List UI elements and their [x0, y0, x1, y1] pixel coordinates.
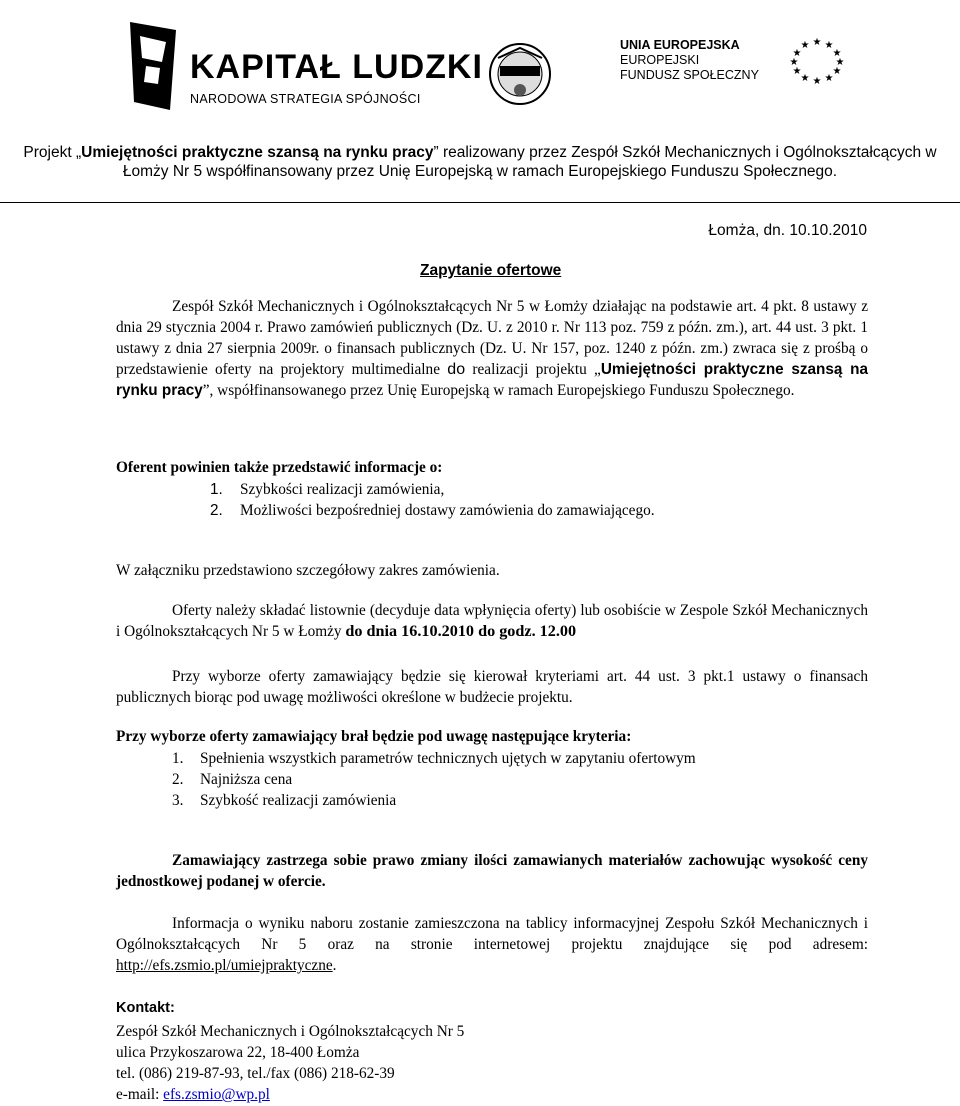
attachment-note: W załączniku przedstawiono szczegółowy zakres zamówienia. — [116, 562, 500, 579]
list-item: 1. Szybkości realizacji zamówienia, — [210, 481, 445, 498]
list-item: 2. Najniższa cena — [172, 771, 293, 788]
eu-logo-line2: EUROPEJSKI — [620, 53, 700, 67]
kapital-ludzki-flag-icon — [130, 22, 176, 110]
svg-text:★: ★ — [800, 73, 810, 84]
oferent-heading: Oferent powinien także przedstawić informacje o: — [116, 459, 443, 476]
intro-project-name: Umiejętności praktyczne szansą na rynku pracy — [116, 361, 868, 399]
document-title: Zapytanie ofertowe — [420, 262, 562, 279]
kapital-ludzki-subtitle: NARODOWA STRATEGIA SPÓJNOŚCI — [190, 92, 421, 106]
svg-text:★: ★ — [800, 40, 810, 51]
list-item: 3. Szybkość realizacji zamówienia — [172, 792, 397, 809]
svg-text:★: ★ — [832, 48, 842, 59]
svg-text:★: ★ — [812, 37, 822, 48]
info-paragraph: Informacja o wyniku naboru zostanie zamieszczona na tablicy informacyjnej Zespołu Szkół Mechanicznych i Ogólnokształcących Nr 5 oraz na stronie internetowej projektu znajdujące się pod adresem: http://efs.zsmio.pl/umiejpraktyczne. — [116, 915, 868, 974]
project-header-line: Projekt „Umiejętności praktyczne szansą na rynku pracy” realizowany przez Zespół Szkół Mechanicznych i Ogólnokształcących w Łomży Nr 5 współfinansowany przez Unię Europejską w ramach Europejskiego Funduszu Społecznego. — [23, 144, 937, 180]
eu-social-fund-logo — [620, 36, 860, 88]
list-item: 2. Możliwości bezpośredniej dostawy zamówienia do zamawiającego. — [210, 502, 655, 519]
svg-text:★: ★ — [812, 76, 822, 84]
criteria-list — [172, 748, 696, 811]
project-name: Umiejętności praktyczne szansą na rynku pracy — [81, 144, 434, 161]
offers-deadline: do dnia 16.10.2010 do godz. 12.00 — [345, 622, 577, 640]
svg-text:★: ★ — [792, 48, 802, 59]
svg-text:★: ★ — [824, 40, 834, 51]
oferent-list — [210, 479, 655, 521]
contact-name: Zespół Szkół Mechanicznych i Ogólnokształcących Nr 5 — [116, 1023, 465, 1040]
contact-heading: Kontakt: — [116, 1000, 175, 1016]
contact-block — [116, 1021, 464, 1105]
contact-email-link[interactable]: efs.zsmio@wp.pl — [163, 1086, 270, 1103]
project-website-link[interactable]: http://efs.zsmio.pl/umiejpraktyczne — [116, 957, 333, 974]
criteria-paragraph: Przy wyborze oferty zamawiający będzie się kierował kryteriami art. 44 ust. 3 pkt.1 ustawy o finansach publicznych biorąc pod uwagę możliwości określone w budżecie projektu. — [116, 668, 868, 706]
eu-stars-icon — [782, 36, 852, 84]
contact-phone: tel. (086) 219-87-93, tel./fax (086) 218-62-39 — [116, 1065, 395, 1082]
eu-logo-line1: UNIA EUROPEJSKA — [620, 38, 740, 52]
svg-text:★: ★ — [835, 57, 845, 68]
list-item: 1. Spełnienia wszystkich parametrów technicznych ujętych w zapytaniu ofertowym — [172, 750, 696, 767]
document-date: Łomża, dn. 10.10.2010 — [708, 222, 867, 239]
mechaniak-school-logo-icon — [470, 40, 570, 110]
intro-paragraph: Zespół Szkół Mechanicznych i Ogólnokształcących Nr 5 w Łomży działając na podstawie art. 4 pkt. 8 ustawy z dnia 29 stycznia 2004 r. Prawo zamówień publicznych (Dz. U. z 2010 r. Nr 113 poz. 759 z późn. zm.), art. 44 ust. 3 pkt. 1 ustawy z dnia 27 sierpnia 2009r. o finansach publicznych (Dz. U. Nr 157, poz. 1240 z późn. zm.) zwraca się z prośbą o przedstawienie oferty na projektory multimedialne do realizacji projektu „Umiejętności praktyczne szansą na rynku pracy”, współfinansowanego przez Unię Europejską w ramach Europejskiego Funduszu Społecznego. — [116, 298, 868, 399]
kapital-ludzki-title: KAPITAŁ LUDZKI — [190, 48, 483, 86]
svg-text:★: ★ — [824, 73, 834, 84]
eu-logo-line3: FUNDUSZ SPOŁECZNY — [620, 68, 759, 82]
reservation-paragraph: Zamawiający zastrzega sobie prawo zmiany ilości zamawianych materiałów zachowując wysokość ceny jednostkowej podanej w ofercie. — [116, 852, 868, 890]
criteria-heading: Przy wyborze oferty zamawiający brał będzie pod uwagę następujące kryteria: — [116, 728, 632, 745]
kapital-ludzki-logo — [130, 22, 483, 110]
svg-text:★: ★ — [789, 57, 799, 68]
contact-address: ulica Przykoszarowa 22, 18-400 Łomża — [116, 1044, 360, 1061]
contact-email-line: e-mail: efs.zsmio@wp.pl — [116, 1086, 270, 1103]
header-divider — [0, 202, 960, 203]
svg-text:★: ★ — [792, 66, 802, 77]
svg-text:★: ★ — [832, 66, 842, 77]
offers-paragraph: Oferty należy składać listownie (decyduje data wpłynięcia oferty) lub osobiście w Zespole Szkół Mechanicznych i Ogólnokształcących Nr 5 w Łomży do dnia 16.10.2010 do godz. 12.00 — [116, 602, 868, 640]
